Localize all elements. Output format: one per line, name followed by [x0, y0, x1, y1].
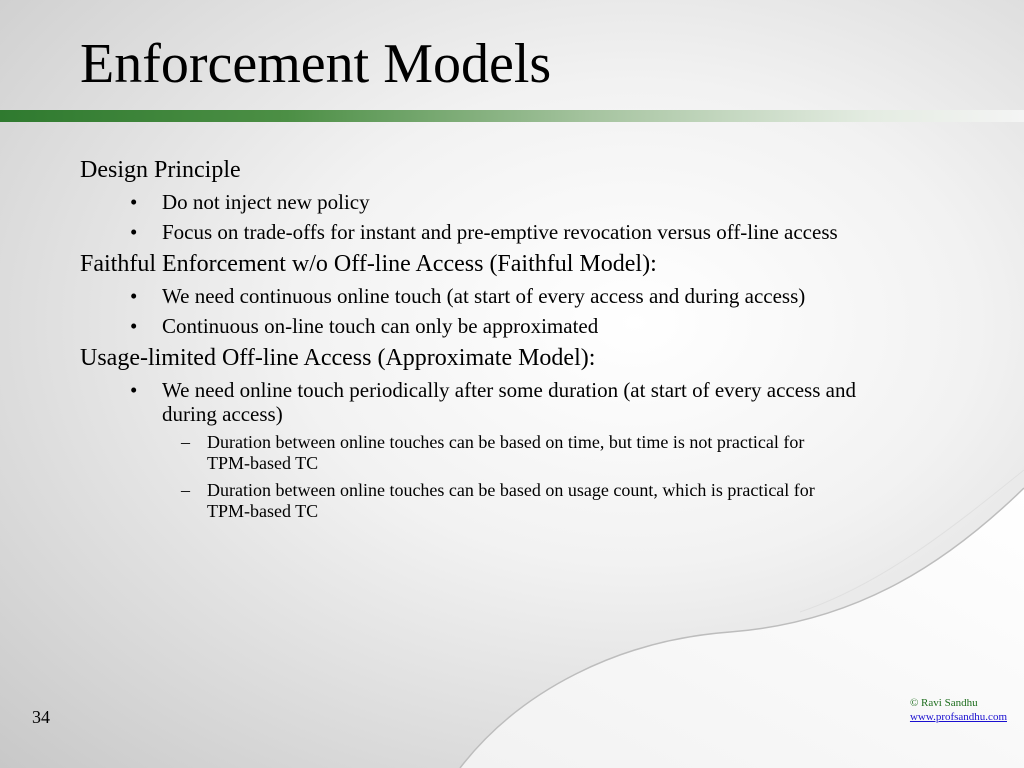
bullet-item — [80, 190, 886, 214]
sub-bullet-text: Duration between online touches can be based on usage count, which is practical for TPM-based TC — [207, 480, 815, 521]
bullet-text: We need continuous online touch (at start of every access and during access) — [162, 284, 806, 308]
slide-title: Enforcement Models — [80, 33, 552, 95]
bullet-text: Do not inject new policy — [162, 190, 370, 214]
dash-bullet-icon: – — [181, 432, 190, 452]
website-link[interactable]: www.profsandhu.com — [909, 711, 1007, 723]
footer-credit — [910, 696, 1007, 724]
bullet-item — [80, 220, 886, 244]
section-heading: Usage-limited Off-line Access (Approximate Model): — [80, 345, 596, 371]
page-number: 34 — [32, 707, 50, 727]
slide-content — [80, 156, 980, 528]
bullet-dot-icon: • — [130, 284, 138, 308]
bullet-text: Continuous on-line touch can only be approximated — [162, 314, 599, 338]
bullet-item — [80, 284, 886, 308]
bullet-item — [80, 378, 886, 426]
bullet-text: Focus on trade-offs for instant and pre-emptive revocation versus off-line access — [162, 220, 838, 244]
bullet-dot-icon: • — [130, 190, 138, 214]
dash-bullet-icon: – — [181, 480, 190, 500]
bullet-text: We need online touch periodically after some duration (at start of every access and during access) — [162, 378, 856, 426]
bullet-dot-icon: • — [130, 314, 138, 338]
title-underline-bar — [0, 110, 1024, 122]
bullet-dot-icon: • — [130, 220, 138, 244]
bullet-dot-icon: • — [130, 378, 138, 402]
section-heading: Design Principle — [80, 157, 241, 183]
section-heading: Faithful Enforcement w/o Off-line Access (Faithful Model): — [80, 251, 657, 277]
copyright-text: © Ravi Sandhu — [909, 697, 978, 709]
sub-bullet-item — [80, 480, 837, 522]
bullet-item — [80, 314, 886, 338]
sub-bullet-item — [80, 432, 837, 474]
sub-bullet-text: Duration between online touches can be based on time, but time is not practical for TPM-based TC — [207, 432, 805, 473]
